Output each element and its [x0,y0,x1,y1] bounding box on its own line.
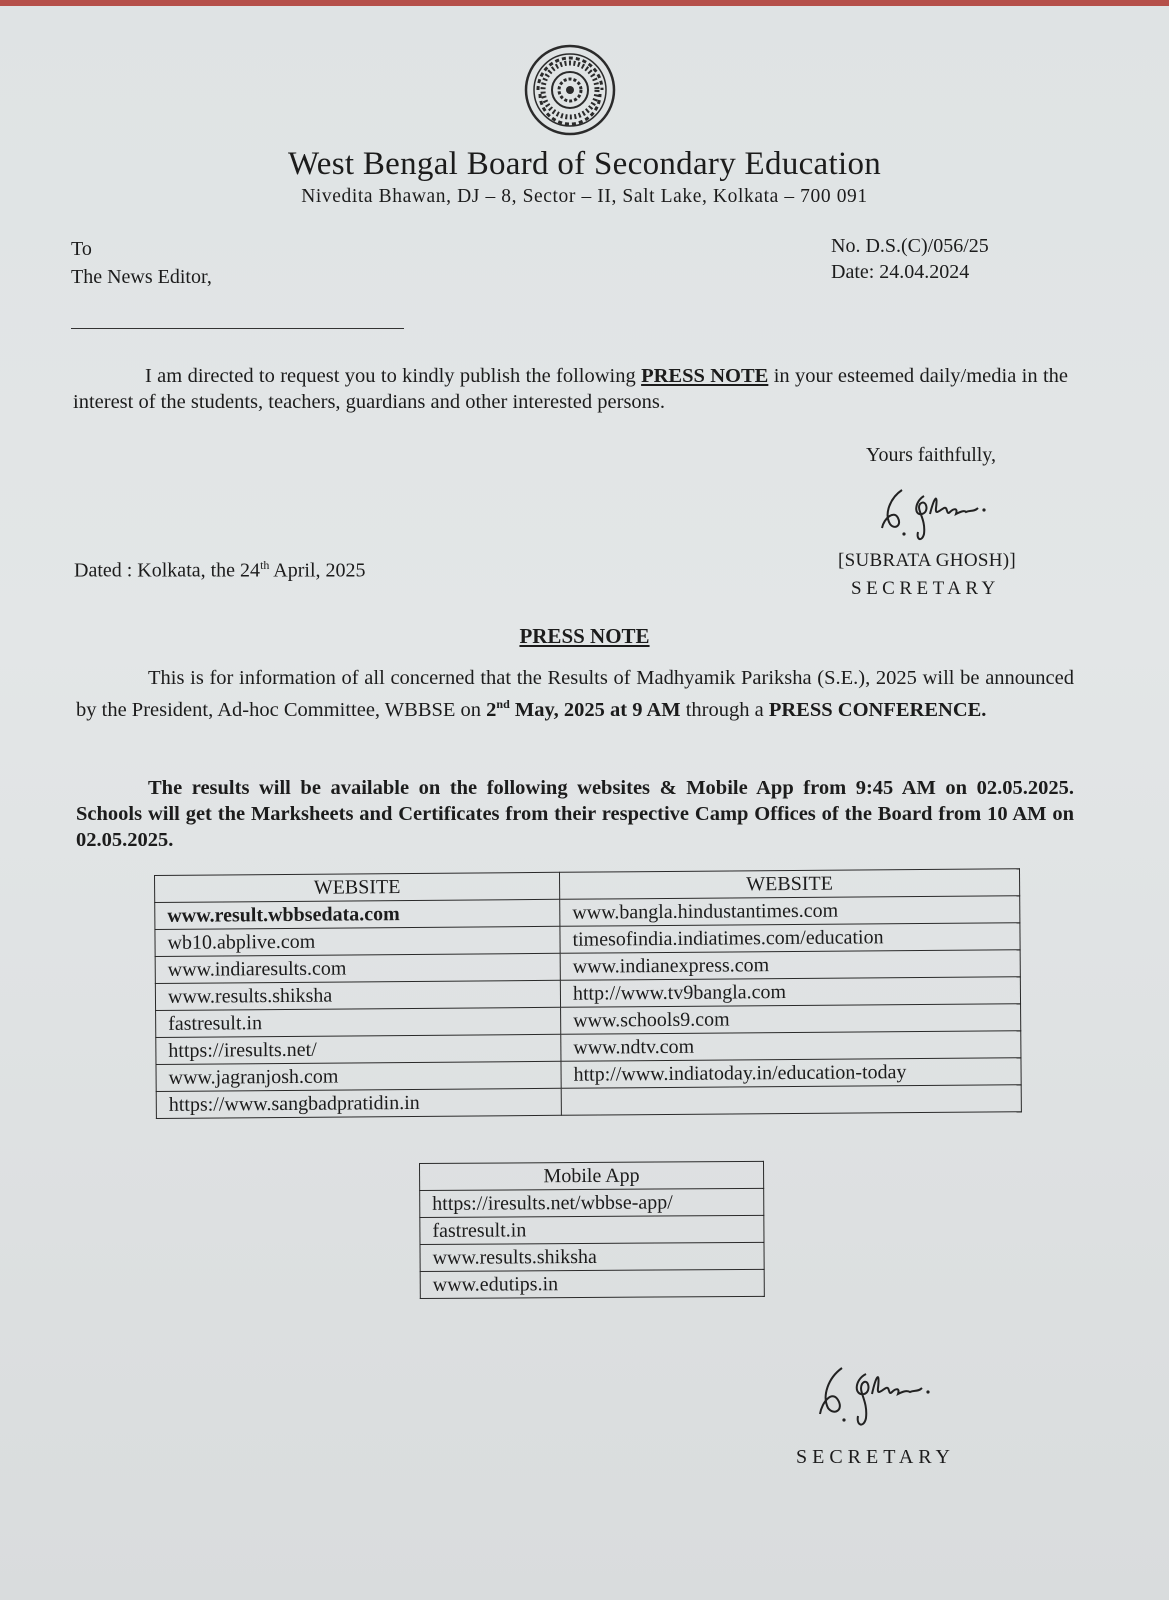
page-top-edge [0,0,1169,6]
closing: Yours faithfully, [866,444,997,466]
recipient-underline [71,328,404,329]
signatory-name: [SUBRATA GHOSH)] [838,550,1016,571]
para1-press-conference: PRESS CONFERENCE. [768,698,987,721]
table-cell [561,1085,1021,1116]
table-cell: https://www.sangbadpratidin.in [156,1088,561,1118]
table-cell: https://iresults.net/wbbse-app/ [420,1188,764,1217]
table-cell: www.result.wbbsedata.com [155,899,560,929]
para1-date-day: 2 [486,698,497,721]
table-cell: www.results.shiksha [155,980,560,1010]
dated-suffix: April, 2025 [269,559,366,582]
board-title: West Bengal Board of Secondary Education [287,146,882,182]
press-note-heading: PRESS NOTE [519,624,650,648]
press-note-paragraph-1 [76,665,1074,723]
table-header: WEBSITE [559,869,1019,900]
signature-icon [818,1362,948,1430]
table-cell: www.indiaresults.com [155,953,560,983]
table-row [420,1188,764,1217]
para1-date [486,699,680,721]
table-row [156,1085,1021,1119]
table-cell: www.edutips.in [420,1269,764,1298]
intro-text-end: in your esteemed daily/media in the interest of the students, teachers, guardians and other interested persons. [73,365,1068,413]
salutation-to: To [71,238,92,260]
table-cell: wb10.abplive.com [155,926,560,956]
table-cell: www.schools9.com [561,1004,1021,1035]
table-cell: www.indianexpress.com [560,950,1020,981]
reference-date: Date: 24.04.2024 [831,261,970,283]
table-cell: www.ndtv.com [561,1031,1021,1062]
table-row [420,1242,764,1271]
table-cell: fastresult.in [420,1215,764,1244]
table-row [420,1269,764,1298]
websites-table [154,868,1022,1119]
table-cell: http://www.tv9bangla.com [560,977,1020,1008]
table-header-row [420,1161,764,1190]
table-cell: https://iresults.net/ [156,1034,561,1064]
dated-ordinal: th [260,558,270,572]
mobile-app-table [419,1161,765,1299]
signatory-title: SECRETARY [851,578,1000,599]
table-cell: fastresult.in [156,1007,561,1037]
para1-date-ordinal: nd [496,697,510,711]
dated-prefix: Dated : Kolkata, the 24 [74,559,261,582]
para1-date-rest: May, 2025 at 9 AM [509,698,681,721]
reference-number: No. D.S.(C)/056/25 [831,235,989,257]
para1-text: This is for information of all concerned that the Results of Madhyamik Pariksha (S.E.), 2025 will be announced by the President, Ad-hoc Committee, WBBSE on [76,667,1074,721]
board-address: Nivedita Bhawan, DJ – 8, Sector – II, Salt Lake, Kolkata – 700 091 [301,186,868,207]
table-cell: www.bangla.hindustantimes.com [560,896,1020,927]
intro-text-start: I am directed to request you to kindly publish the following [145,365,642,387]
para1-through: through a [680,698,769,721]
intro-press-note: PRESS NOTE [641,365,769,387]
table-header: Mobile App [420,1161,764,1190]
recipient: The News Editor, [71,266,212,288]
table-header: WEBSITE [155,872,560,902]
table-cell: http://www.indiatoday.in/education-today [561,1058,1021,1089]
dated-line [74,558,366,583]
table-row [420,1215,764,1244]
table-cell: www.jagranjosh.com [156,1061,561,1091]
footer-signatory-title: SECRETARY [796,1446,955,1468]
wbbse-seal-icon [524,44,616,136]
signature-icon [880,484,1000,544]
intro-paragraph [73,363,1068,415]
table-cell: www.results.shiksha [420,1242,764,1271]
press-note-paragraph-2: The results will be available on the following websites & Mobile App from 9:45 AM on 02.05.2025. Schools will get the Marksheets and Certificates from their respective Camp Offices of the Board from 10 AM on 02.05.2025. [76,777,1074,851]
table-cell: timesofindia.indiatimes.com/education [560,923,1020,954]
